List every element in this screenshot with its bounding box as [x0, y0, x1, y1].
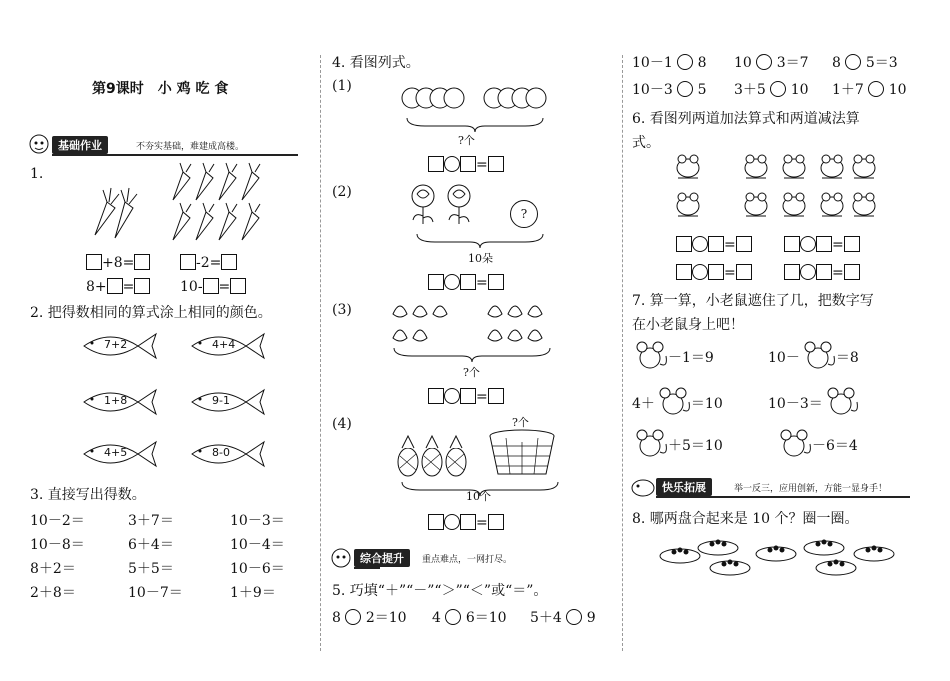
answer-box[interactable]	[460, 388, 476, 404]
mouse-icon[interactable]	[776, 430, 812, 458]
q4-text: 4. 看图列式。	[332, 55, 420, 71]
answer-box[interactable]	[488, 156, 504, 172]
q1-eq-2: -2=	[180, 254, 237, 271]
fish-6[interactable]: 8-0	[188, 438, 268, 474]
q5-text: 5. 巧填“＋”“－”“＞”“＜”或“＝”。	[332, 583, 548, 599]
q4-eq-3: =	[428, 386, 504, 405]
q3-item: 10－7＝	[128, 585, 183, 601]
q7-item-5: ＋5＝10	[632, 430, 723, 458]
q5-item: 10－3 5	[632, 82, 707, 98]
answer-box[interactable]	[844, 264, 860, 280]
answer-box[interactable]	[428, 156, 444, 172]
unknown-flowers-circle: ?	[510, 200, 538, 228]
fish-3[interactable]: 1+8	[80, 386, 160, 422]
q4-eq-2: =	[428, 272, 504, 291]
answer-box[interactable]	[428, 274, 444, 290]
column-divider-1	[320, 55, 321, 651]
q7-item-6: －6＝4	[776, 430, 858, 458]
answer-box[interactable]	[134, 278, 150, 294]
q4-label-2: 10朵	[468, 252, 493, 265]
answer-circle[interactable]	[756, 54, 772, 70]
q5-item: 8 5＝3	[832, 55, 898, 71]
q4-label-1: ?个	[458, 134, 475, 147]
basket-icon	[488, 428, 556, 478]
answer-box[interactable]	[134, 254, 150, 270]
answer-box[interactable]	[784, 264, 800, 280]
q6-eq-3: =	[676, 262, 752, 281]
q6-eq-2: =	[784, 234, 860, 253]
carrots-icon	[85, 180, 155, 240]
carrots-group-icon	[168, 160, 278, 245]
answer-box[interactable]	[428, 388, 444, 404]
flowers-icon	[405, 182, 485, 226]
q3-item: 6＋4＝	[128, 537, 174, 553]
q5-item: 10－1 8	[632, 55, 707, 71]
answer-box[interactable]	[676, 236, 692, 252]
q3-item: 8＋2＝	[30, 561, 76, 577]
q6-text-1: 6. 看图列两道加法算式和两道减法算	[632, 111, 860, 127]
mouse-icon[interactable]	[823, 388, 859, 416]
answer-box[interactable]	[460, 514, 476, 530]
answer-circle[interactable]	[444, 514, 460, 530]
answer-box[interactable]	[460, 274, 476, 290]
answer-box[interactable]	[784, 236, 800, 252]
q3-item: 2＋8＝	[30, 585, 76, 601]
q6-text-2: 式。	[632, 135, 660, 151]
answer-circle[interactable]	[677, 54, 693, 70]
answer-circle[interactable]	[566, 609, 582, 625]
answer-circle[interactable]	[692, 264, 708, 280]
q1-number: 1.	[30, 166, 44, 182]
mascot-icon	[328, 545, 354, 571]
answer-circle[interactable]	[445, 609, 461, 625]
q3-item: 5＋5＝	[128, 561, 174, 577]
q7-text-1: 7. 算一算，小老鼠遮住了几，把数字写	[632, 293, 874, 309]
q4-part-1: (1)	[332, 78, 352, 94]
banner-basic	[26, 132, 298, 156]
q1-eq-4: 10- =	[180, 278, 246, 295]
answer-box[interactable]	[203, 278, 219, 294]
q4-label-3: ?个	[463, 366, 480, 379]
q5-item: 10 3＝7	[734, 55, 809, 71]
q8-text: 8. 哪两盘合起来是 10 个？圈一圈。	[632, 511, 859, 527]
answer-box[interactable]	[180, 254, 196, 270]
plates-icon[interactable]	[660, 532, 900, 578]
answer-box[interactable]	[736, 236, 752, 252]
q6-eq-1: =	[676, 234, 752, 253]
column-divider-2	[622, 55, 623, 651]
section-motto-fun: 举一反三，应用创新，方能一显身手！	[734, 484, 888, 494]
answer-circle[interactable]	[692, 236, 708, 252]
section-motto-upgrade: 重点难点，一网打尽。	[422, 555, 513, 565]
answer-circle[interactable]	[444, 156, 460, 172]
q4-eq-4: =	[428, 512, 504, 531]
section-label-basic: 基础作业	[52, 136, 108, 154]
q4-part-2: (2)	[332, 184, 352, 200]
q3-item: 10－4＝	[230, 537, 285, 553]
answer-box[interactable]	[708, 236, 724, 252]
mouse-icon[interactable]	[632, 342, 668, 370]
answer-circle[interactable]	[770, 81, 786, 97]
q4-label-4: ?个	[512, 416, 529, 429]
answer-box[interactable]	[676, 264, 692, 280]
answer-box[interactable]	[488, 274, 504, 290]
q4-part-3: (3)	[332, 302, 352, 318]
answer-box[interactable]	[844, 236, 860, 252]
answer-circle[interactable]	[444, 274, 460, 290]
mascot-icon	[26, 132, 52, 158]
q4-label-5: 10个	[466, 490, 491, 503]
fish-5[interactable]: 4+5	[80, 438, 160, 474]
fish-1[interactable]: 7+2	[80, 330, 160, 366]
q4-eq-1: =	[428, 154, 504, 173]
q3-item: 10－8＝	[30, 537, 85, 553]
q6-eq-4: =	[784, 262, 860, 281]
peaches-icon	[388, 296, 548, 346]
answer-box[interactable]	[428, 514, 444, 530]
answer-circle[interactable]	[845, 54, 861, 70]
answer-circle[interactable]	[444, 388, 460, 404]
q7-item-2: 10－ ＝8	[768, 342, 859, 370]
q3-item: 1＋9＝	[230, 585, 276, 601]
q7-item-4: 10－3＝	[768, 388, 859, 416]
q3-item: 10－3＝	[230, 513, 285, 529]
brace-icon	[405, 116, 545, 132]
q5-item: 8 2＝10	[332, 610, 407, 626]
answer-box[interactable]	[230, 278, 246, 294]
fish-2[interactable]: 4+4	[188, 330, 268, 366]
brace-icon	[415, 232, 545, 248]
mouse-icon[interactable]	[800, 342, 836, 370]
answer-box[interactable]	[816, 236, 832, 252]
apples-icon	[400, 78, 550, 114]
answer-box[interactable]	[708, 264, 724, 280]
q3-item: 3＋7＝	[128, 513, 174, 529]
section-motto-basic: 不夯实基础，难建成高楼。	[136, 142, 245, 152]
mouse-icon[interactable]	[655, 388, 691, 416]
q4-part-4: (4)	[332, 416, 352, 432]
section-label-fun: 快乐拓展	[656, 478, 712, 496]
q3-item: 10－6＝	[230, 561, 285, 577]
mascot-icon	[630, 474, 656, 500]
banner-fun	[630, 474, 910, 498]
answer-box[interactable]	[488, 388, 504, 404]
answer-circle[interactable]	[800, 264, 816, 280]
q7-text-2: 在小老鼠身上吧！	[632, 317, 744, 333]
q5-item: 4 6＝10	[432, 610, 507, 626]
q3-text: 3. 直接写出得数。	[30, 487, 146, 503]
q5-item: 5＋4 9	[530, 610, 596, 626]
q5-item: 3＋5 10	[734, 82, 809, 98]
answer-circle[interactable]	[800, 236, 816, 252]
answer-circle[interactable]	[868, 81, 884, 97]
answer-circle[interactable]	[345, 609, 361, 625]
q1-eq-1: +8=	[86, 254, 150, 271]
answer-box[interactable]	[736, 264, 752, 280]
answer-box[interactable]	[460, 156, 476, 172]
section-label-upgrade: 综合提升	[354, 549, 410, 567]
answer-box[interactable]	[816, 264, 832, 280]
answer-box[interactable]	[488, 514, 504, 530]
q2-text: 2. 把得数相同的算式涂上相同的颜色。	[30, 305, 272, 321]
q1-eq-3: 8+ =	[86, 278, 150, 295]
answer-circle[interactable]	[677, 81, 693, 97]
brace-icon	[392, 346, 552, 362]
mouse-icon[interactable]	[632, 430, 668, 458]
banner-upgrade	[328, 545, 600, 569]
q5-item: 1＋7 10	[832, 82, 907, 98]
answer-box[interactable]	[107, 278, 123, 294]
answer-box[interactable]	[86, 254, 102, 270]
pineapples-icon	[396, 432, 468, 478]
q3-item: 10－2＝	[30, 513, 85, 529]
page-title: 第9课时 小 鸡 吃 食	[92, 81, 229, 97]
q7-item-3: 4＋ ＝10	[632, 388, 723, 416]
fish-4[interactable]: 9-1	[188, 386, 268, 422]
q7-item-1: －1＝9	[632, 342, 714, 370]
frogs-icon	[676, 152, 876, 228]
answer-box[interactable]	[221, 254, 237, 270]
